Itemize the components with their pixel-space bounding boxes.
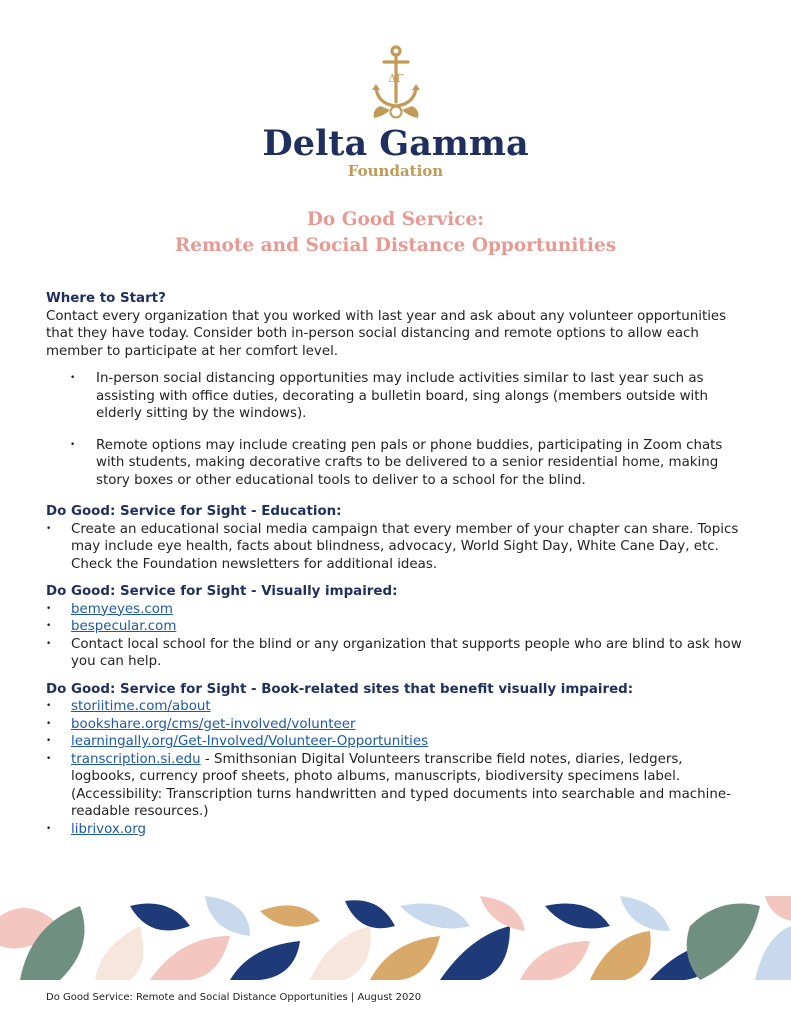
link-librivox[interactable]: librivox.org xyxy=(71,821,147,837)
link-storiitime[interactable]: storiitime.com/about xyxy=(71,699,211,714)
link-bespecular[interactable]: bespecular.com xyxy=(71,619,177,634)
list-item xyxy=(71,821,751,839)
page-title-line1: Do Good Service: xyxy=(306,209,485,230)
anchor-icon xyxy=(366,44,426,122)
list-item: • Contact local school for the blind or any organization that supports people who are blind to ask how you can help. xyxy=(71,636,751,671)
list-item xyxy=(71,601,751,619)
list-item xyxy=(71,716,751,734)
logo xyxy=(0,44,791,180)
transcription-description: - Smithsonian Digital Volunteers transcribe field notes, diaries, ledgers, logbooks, currency proof sheets, photo albums, manuscripts, biodiversity specimens label. (Accessibility: Transcription turns handwritten and typed documents into searchable and machine-readable resources.) xyxy=(71,751,731,819)
leaf-pattern xyxy=(0,896,791,980)
brand-name: Delta Gamma xyxy=(262,123,529,164)
link-bemyeyes[interactable]: bemyeyes.com xyxy=(71,601,173,617)
list-item xyxy=(71,733,751,751)
intro-paragraph: Contact every organization that you worked with last year and ask about any volunteer opportunities that they have today. Consider both in-person social distancing and remote options to allow each member to participate at her comfort level. xyxy=(46,308,727,359)
link-bookshare[interactable]: bookshare.org/cms/get-involved/volunteer xyxy=(71,716,356,732)
heading-where-to-start: Where to Start? xyxy=(46,291,166,306)
list-item: • Remote options may include creating pen pals or phone buddies, participating in Zoom chats with students, making decorative crafts to be delivered to a senior residential home, making story boxes or other educational tools to deliver to a school for the blind. xyxy=(96,437,751,490)
link-learningally[interactable]: learningally.org/Get-Involved/Volunteer-Opportunities xyxy=(71,734,429,749)
greek-letters: ΔΓ xyxy=(387,72,404,85)
section-book-sites xyxy=(46,681,751,839)
decorative-leaf-band xyxy=(0,896,791,980)
list-item xyxy=(71,698,751,716)
intro-bullets xyxy=(46,370,751,489)
page-title-line2: Remote and Social Distance Opportunities xyxy=(174,235,617,256)
list-item: • In-person social distancing opportunities may include activities similar to last year such as assisting with office duties, decorating a bulletin board, sing alongs (members outside with elderly sitting by the windows). xyxy=(96,370,751,423)
list-item xyxy=(71,751,751,821)
link-transcription[interactable]: transcription.si.edu xyxy=(71,751,201,767)
list-item xyxy=(71,618,751,636)
main-content xyxy=(46,290,751,838)
heading-visually-impaired: Do Good: Service for Sight - Visually impaired: xyxy=(46,584,398,599)
heading-book-sites: Do Good: Service for Sight - Book-related sites that benefit visually impaired: xyxy=(46,681,634,697)
section-visually-impaired xyxy=(46,583,751,671)
list-item: • Create an educational social media campaign that every member of your chapter can share. Topics may include eye health, facts about blindness, advocacy, World Sight Day, White Cane Day, etc. Check the Foundation newsletters for additional ideas. xyxy=(71,521,751,574)
heading-education: Do Good: Service for Sight - Education: xyxy=(46,504,342,519)
footer-text: Do Good Service: Remote and Social Distance Opportunities | August 2020 xyxy=(46,992,422,1003)
section-education xyxy=(46,503,751,573)
brand-subtitle: Foundation xyxy=(347,162,444,180)
